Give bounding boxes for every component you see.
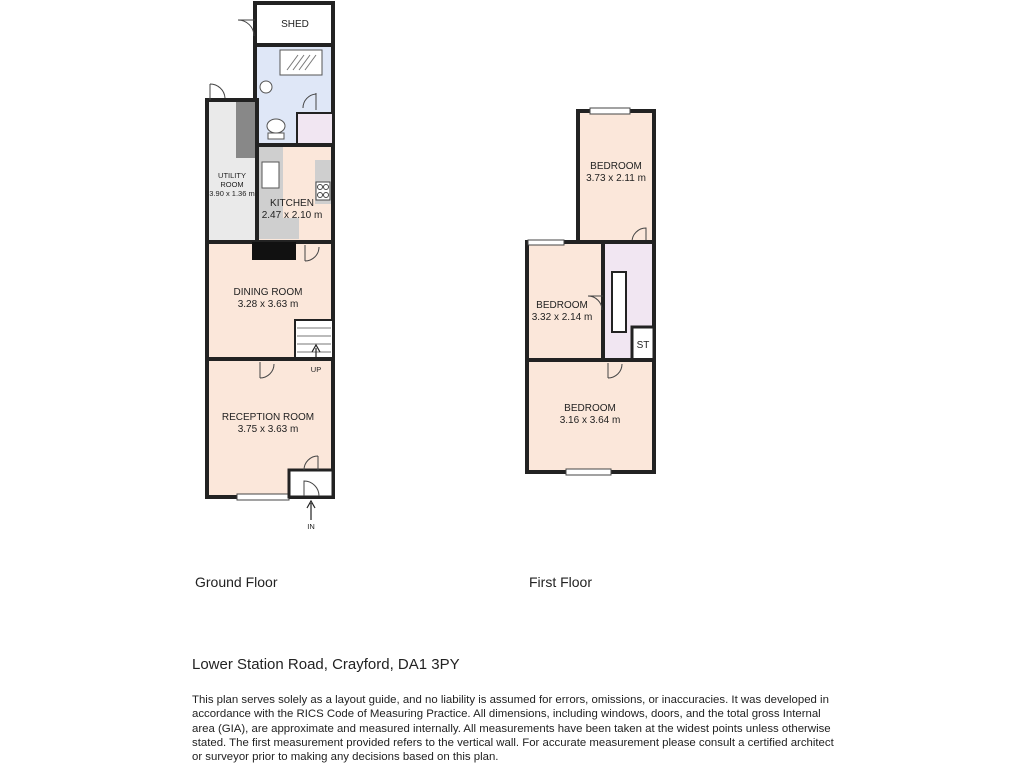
utility-label-line1: UTILITY [218,171,246,180]
bedroom-front-window [566,469,611,475]
property-address: Lower Station Road, Crayford, DA1 3PY [192,656,460,673]
utility-label-line2: ROOM [220,180,244,189]
bedroom-middle-dimensions: 3.32 x 2.14 m [531,312,593,323]
utility-door-icon [210,84,225,100]
landing-stair-void [612,272,626,332]
bedroom-middle-window [528,240,564,245]
staircase [295,320,333,359]
utility-worktop [236,102,255,158]
bedroom-rear-label: BEDROOM [590,161,642,172]
bedroom-rear-window [590,108,630,114]
entrance-porch [289,470,333,497]
first-floor-title: First Floor [529,574,592,590]
shed-door-icon [238,20,255,36]
basin-icon [260,81,272,93]
kitchen-worktop-bottom [259,218,299,239]
shower-tray-icon [280,50,322,75]
bedroom-rear-dimensions: 3.73 x 2.11 m [586,173,646,184]
entrance-arrow-icon [307,501,315,520]
bedroom-middle-label: BEDROOM [536,300,588,311]
bedroom-front-label: BEDROOM [564,403,616,414]
shed-label: SHED [281,19,309,30]
entrance-label: IN [307,522,315,531]
bedroom-front-dimensions: 3.16 x 3.64 m [559,415,621,426]
dining-dimensions: 3.28 x 3.63 m [237,299,299,310]
toilet-icon [267,119,285,133]
store-label: ST [636,340,650,351]
ground-floor-plan [207,3,333,531]
stairs-up-label: UP [310,365,322,374]
disclaimer-text: This plan serves solely as a layout guide, and no liability is assumed for errors, omissions, or inaccuracies. It was developed in accordance with the RICS Code of Measuring Practice. All dimensions, including windows, doors, and the total gross Internal area (GIA), are approximate and measured internally. All measurements have been taken at the widest points unless otherwise stated. The first measurement provided refers to the vertical wall. For accurate measurement please consult a certified architect or surveyor prior to making any decisions based on this plan. [192,694,834,764]
first-floor-plan [527,108,654,475]
ground-floor-title: Ground Floor [195,574,278,590]
kitchen-sink-icon [262,162,279,188]
utility-dimensions: 3.90 x 1.36 m [209,189,255,198]
dining-label: DINING ROOM [233,287,303,298]
kitchen-dimensions: 2.47 x 2.10 m [261,210,323,221]
toilet-cistern-icon [268,133,284,139]
reception-window [237,494,289,500]
chimney-breast [252,242,296,260]
kitchen-label: KITCHEN [270,198,314,209]
reception-label: RECEPTION ROOM [221,412,315,423]
reception-dimensions: 3.75 x 3.63 m [237,424,299,435]
